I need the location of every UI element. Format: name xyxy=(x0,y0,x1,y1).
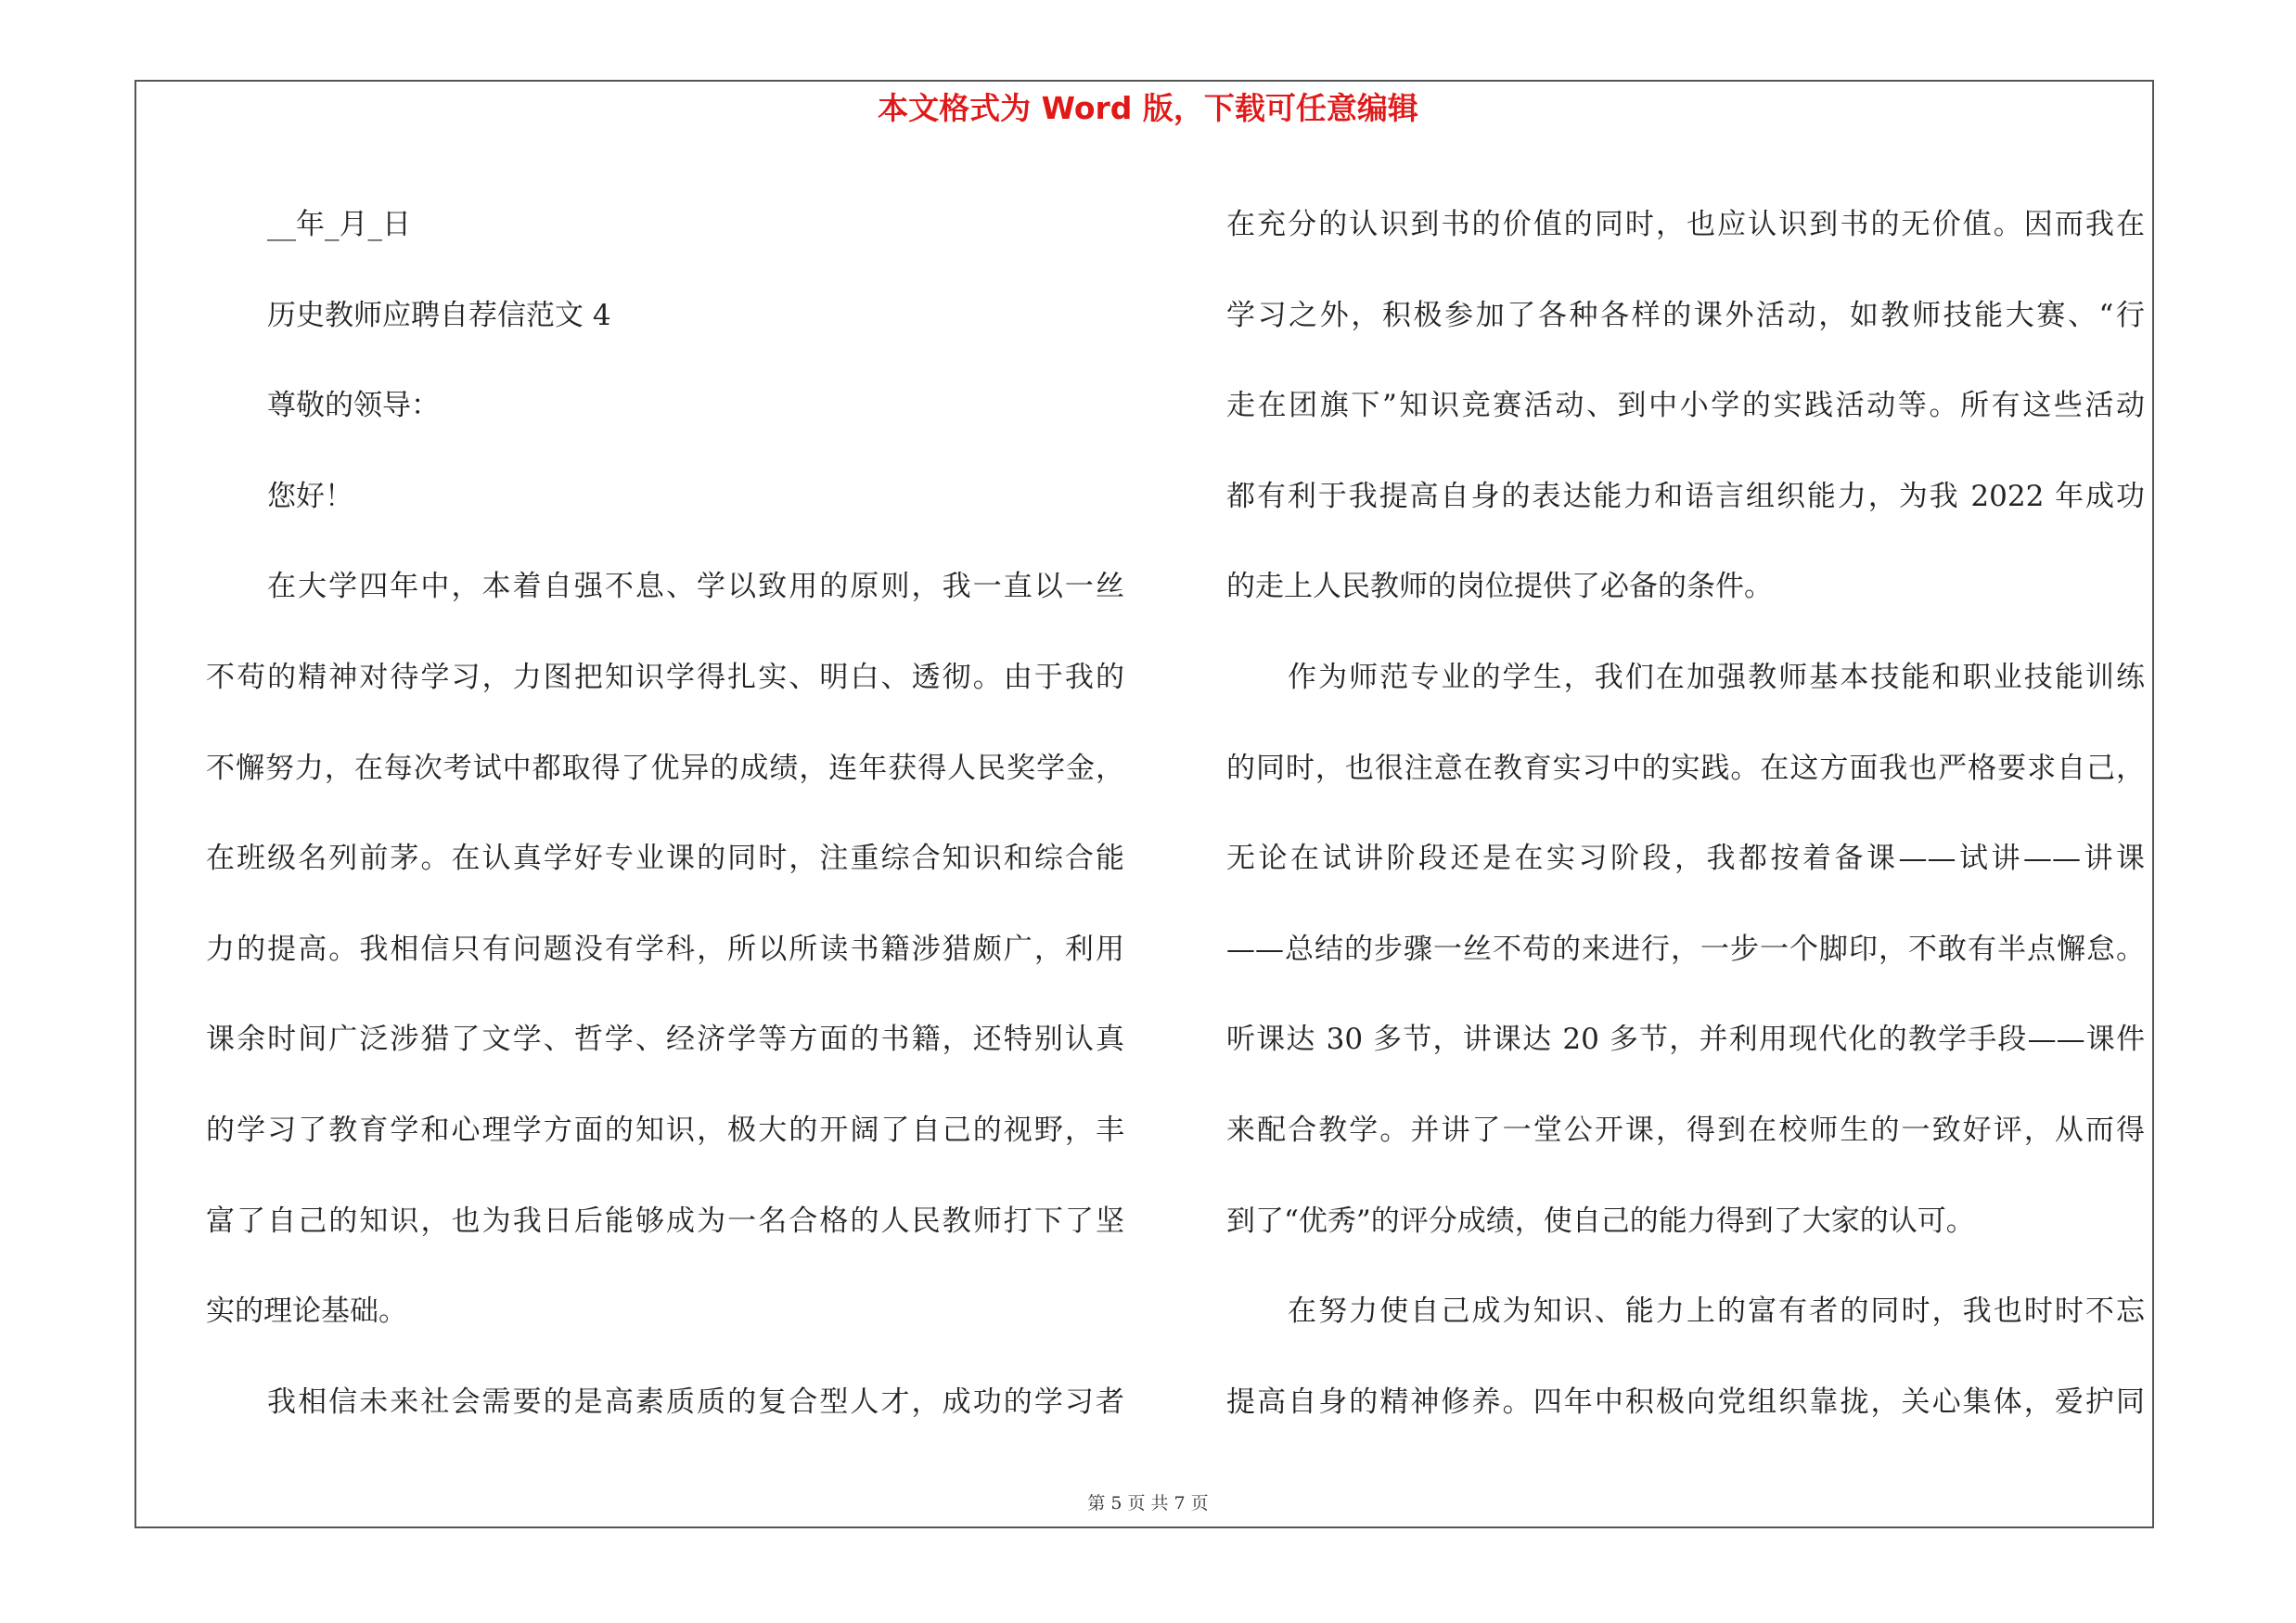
text-line: 来配合教学。并讲了一堂公开课，得到在校师生的一致好评，从而得 xyxy=(1226,1113,2145,1147)
text-line: 在充分的认识到书的价值的同时，也应认识到书的无价值。因而我在 xyxy=(1226,208,2145,241)
right-column xyxy=(1226,180,2145,1448)
text-line: ——总结的步骤一丝不苟的来进行，一步一个脚印，不敢有半点懈怠。 xyxy=(1226,932,2145,966)
text-line: 的同时，也很注意在教育实习中的实践。在这方面我也严格要求自己， xyxy=(1226,751,2145,785)
text-line: 的走上人民教师的岗位提供了必备的条件。 xyxy=(1226,570,1773,604)
text-line: 富了自己的知识，也为我日后能够成为一名合格的人民教师打下了坚 xyxy=(206,1204,1124,1238)
text-line: 您好！ xyxy=(267,479,353,513)
text-line: 我相信未来社会需要的是高素质质的复合型人才，成功的学习者 xyxy=(267,1385,1124,1419)
text-line: 学习之外，积极参加了各种各样的课外活动，如教师技能大赛、“行 xyxy=(1226,298,2145,332)
text-line: 历史教师应聘自荐信范文 4 xyxy=(267,298,611,332)
text-line: 都有利于我提高自身的表达能力和语言组织能力，为我 2022 年成功 xyxy=(1226,479,2145,513)
text-line: 在班级名列前茅。在认真学好专业课的同时，注重综合知识和综合能 xyxy=(206,842,1124,876)
text-line: 的学习了教育学和心理学方面的知识，极大的开阔了自己的视野，丰 xyxy=(206,1113,1124,1147)
text-line: 提高自身的精神修养。四年中积极向党组织靠拢，关心集体，爱护同 xyxy=(1226,1385,2145,1419)
text-line: 到了“优秀”的评分成绩，使自己的能力得到了大家的认可。 xyxy=(1226,1204,1975,1238)
text-line: 不苟的精神对待学习，力图把知识学得扎实、明白、透彻。由于我的 xyxy=(206,660,1124,694)
word-format-banner: 本文格式为 Word 版，下载可任意编辑 xyxy=(878,90,1418,126)
text-line: 作为师范专业的学生，我们在加强教师基本技能和职业技能训练 xyxy=(1288,660,2145,694)
text-line: 实的理论基础。 xyxy=(206,1295,407,1329)
text-line: 力的提高。我相信只有问题没有学科，所以所读书籍涉猎颇广，利用 xyxy=(206,932,1124,966)
text-line: 无论在试讲阶段还是在实习阶段，我都按着备课——试讲——讲课 xyxy=(1226,842,2145,876)
left-column xyxy=(206,180,1124,1448)
page-number-footer: 第 5 页 共 7 页 xyxy=(1087,1493,1209,1514)
text-line: 尊敬的领导： xyxy=(267,389,440,423)
text-line: __年_月_日 xyxy=(267,208,411,241)
text-line: 课余时间广泛涉猎了文学、哲学、经济学等方面的书籍，还特别认真 xyxy=(206,1023,1124,1057)
text-line: 不懈努力，在每次考试中都取得了优异的成绩，连年获得人民奖学金， xyxy=(206,751,1124,785)
text-line: 走在团旗下”知识竞赛活动、到中小学的实践活动等。所有这些活动 xyxy=(1226,389,2145,423)
text-line: 听课达 30 多节，讲课达 20 多节，并利用现代化的教学手段——课件 xyxy=(1226,1023,2145,1057)
text-line: 在大学四年中，本着自强不息、学以致用的原则，我一直以一丝 xyxy=(267,570,1124,604)
text-line: 在努力使自己成为知识、能力上的富有者的同时，我也时时不忘 xyxy=(1288,1295,2145,1329)
